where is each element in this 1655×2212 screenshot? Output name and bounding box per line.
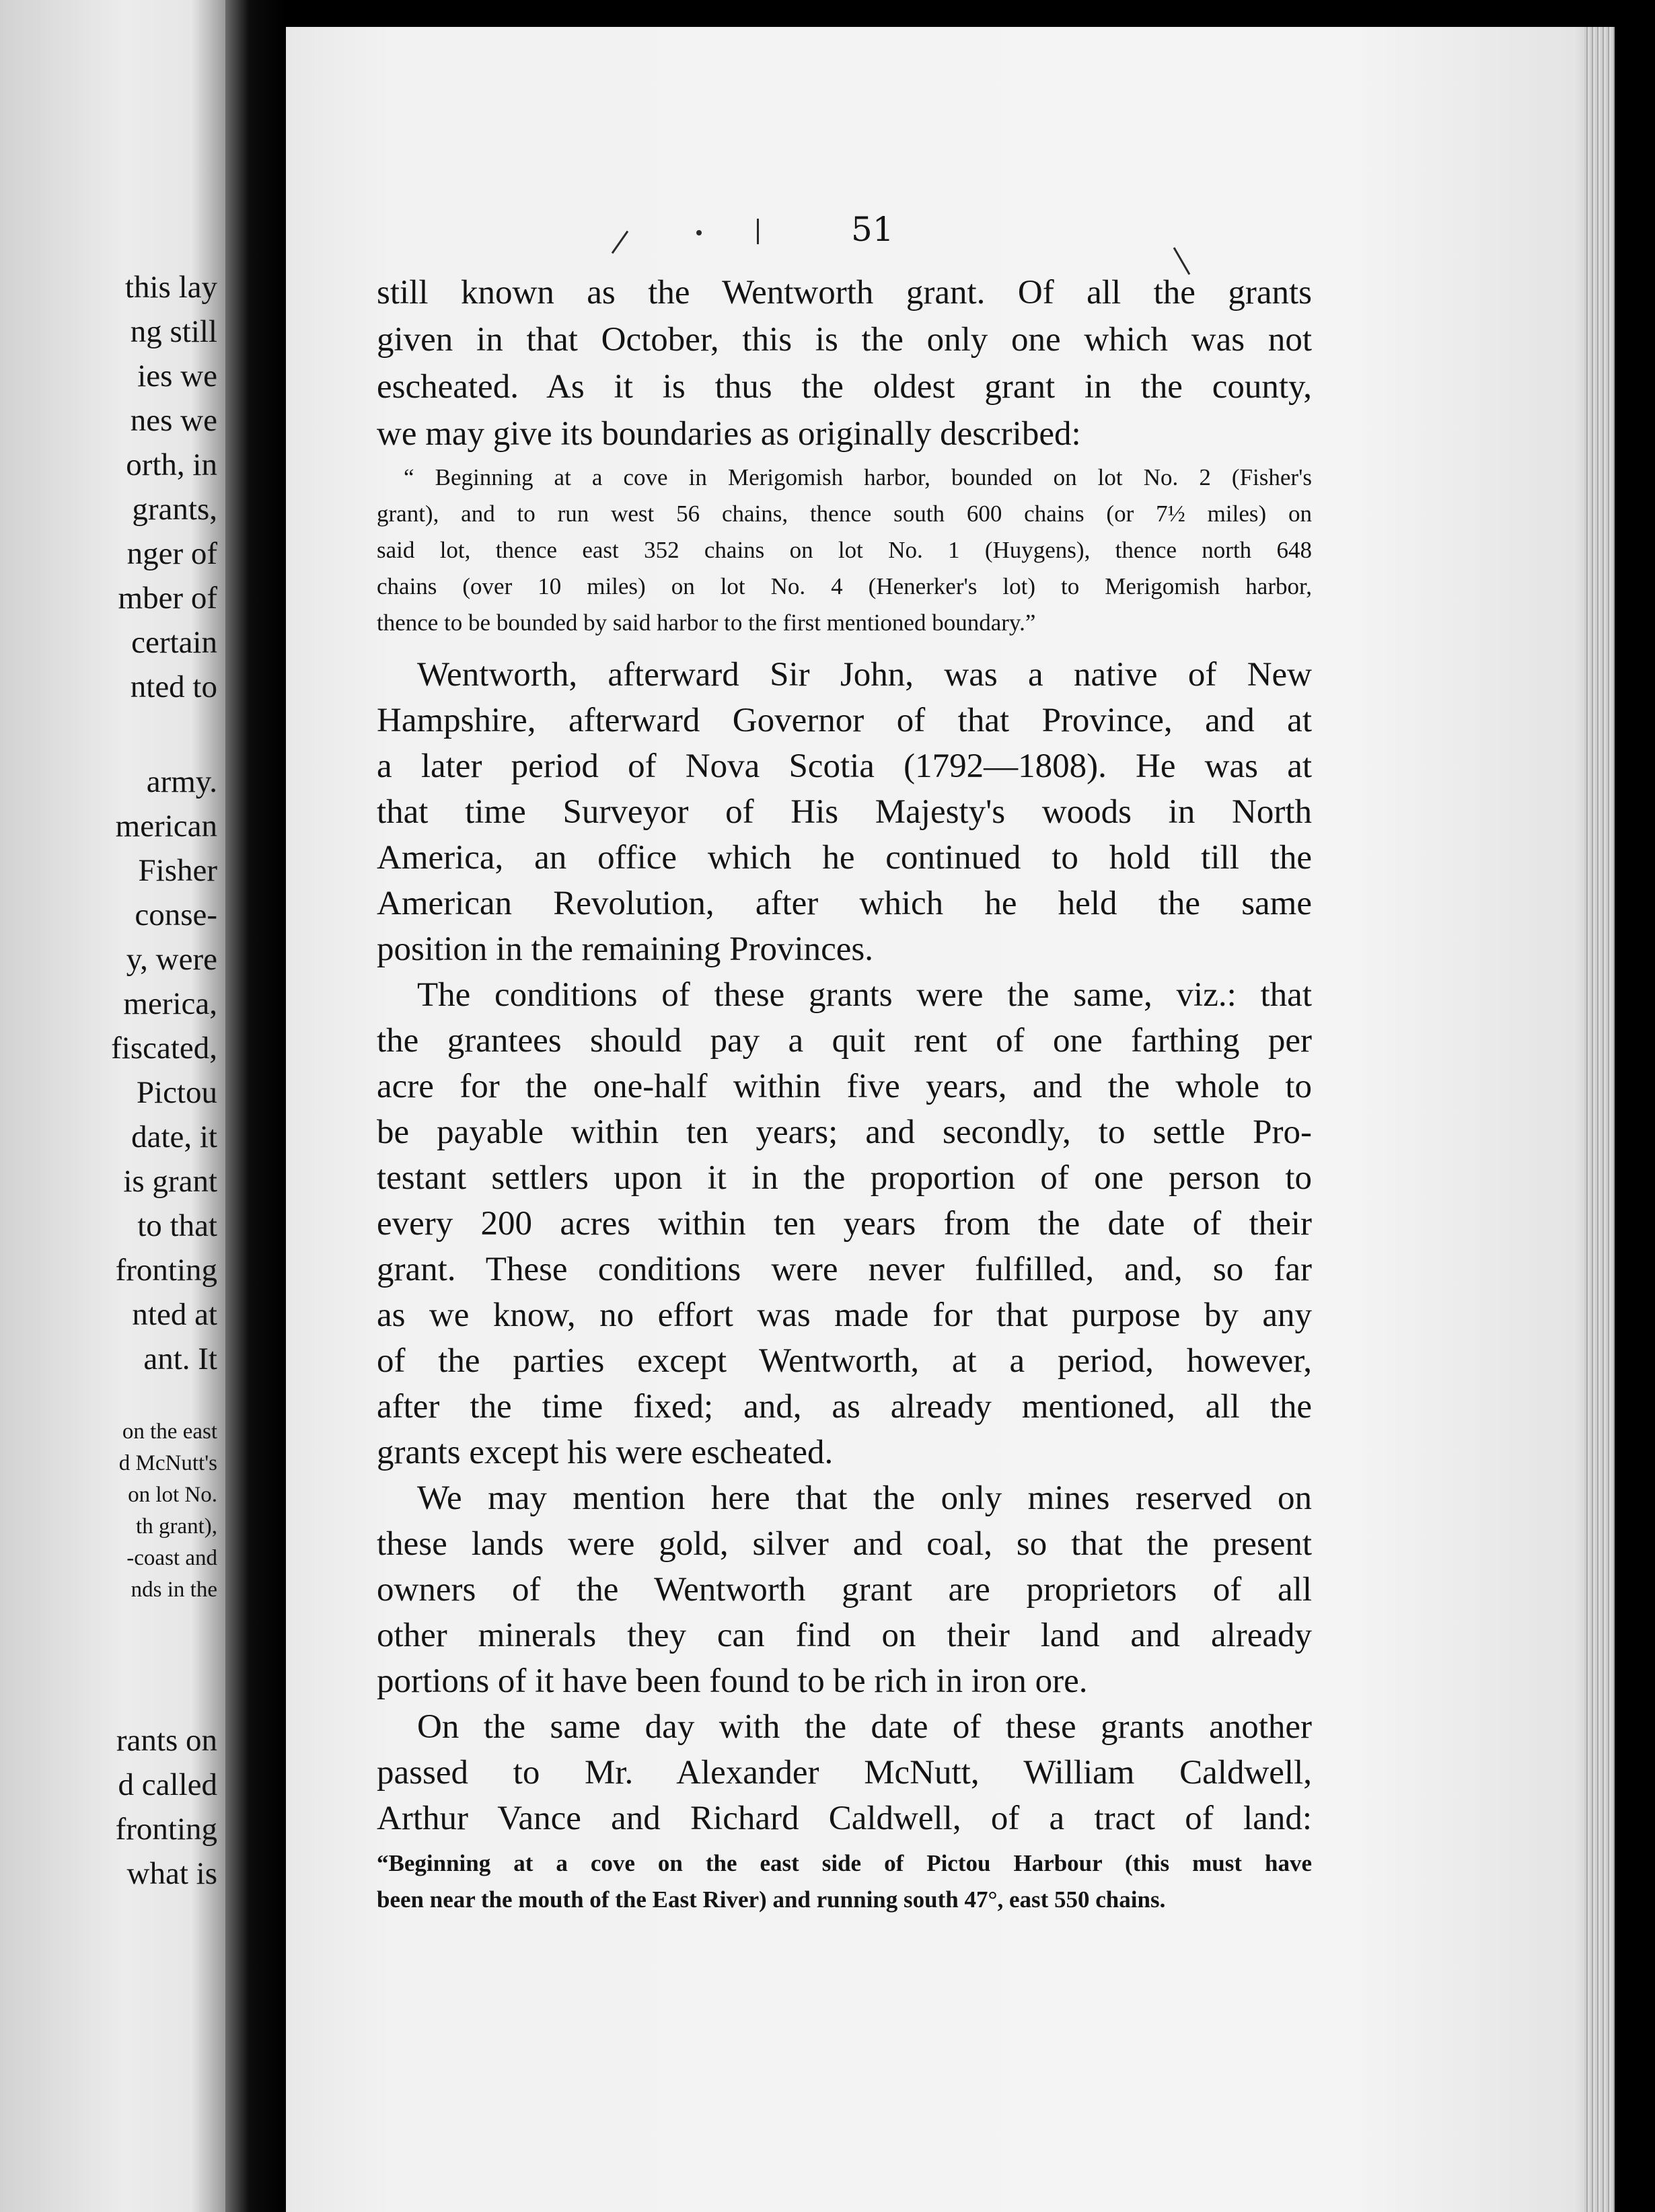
quote-line: thence to be bounded by said harbor to the first mentioned boundary.” bbox=[377, 610, 1036, 636]
left-note-line: on the east bbox=[122, 1420, 217, 1444]
text-line: still known as the Wentworth grant. Of all the grants bbox=[377, 274, 1312, 311]
text-line: a later period of Nova Scotia (1792—1808). He was at bbox=[377, 747, 1312, 785]
left-line: mber of bbox=[118, 581, 217, 616]
text-line: owners of the Wentworth grant are proprietors of all bbox=[377, 1571, 1312, 1609]
text-line: as we know, no effort was made for that purpose by any bbox=[377, 1296, 1312, 1334]
ink-speck bbox=[612, 231, 628, 254]
text-line: America, an office which he continued to hold till the bbox=[377, 839, 1312, 877]
left-line: grants, bbox=[132, 492, 217, 527]
text-line: other minerals they can find on their land and already bbox=[377, 1617, 1312, 1654]
text-line: American Revolution, after which he held the same bbox=[377, 885, 1312, 922]
text-line: acre for the one-half within five years, and the whole to bbox=[377, 1068, 1312, 1105]
left-line: y, were bbox=[126, 942, 217, 977]
left-line: conse- bbox=[135, 897, 217, 932]
left-line: Pictou bbox=[136, 1075, 217, 1110]
text-line: position in the remaining Provinces. bbox=[377, 930, 873, 968]
text-line: that time Surveyor of His Majesty's woods in North bbox=[377, 793, 1312, 831]
text-line: given in that October, this is the only one which was not bbox=[377, 321, 1312, 359]
quote-line: “Beginning at a cove on the east side of Pictou Harbour (this must have bbox=[377, 1850, 1312, 1876]
text-line: escheated. As it is thus the oldest grant in the county, bbox=[377, 368, 1312, 406]
left-line: army. bbox=[146, 764, 217, 799]
quote-line: chains (over 10 miles) on lot No. 4 (Henerker's lot) to Merigomish harbor, bbox=[377, 573, 1312, 599]
left-note-line: d McNutt's bbox=[118, 1451, 217, 1475]
text-line: On the same day with the date of these grants another bbox=[417, 1708, 1312, 1746]
left-line: orth, in bbox=[126, 447, 217, 482]
text-line: grant. These conditions were never fulfilled, and, so far bbox=[377, 1251, 1312, 1288]
left-line: merican bbox=[115, 809, 217, 844]
text-line: of the parties except Wentworth, at a period, however, bbox=[377, 1342, 1312, 1380]
right-page bbox=[286, 27, 1615, 2212]
text-line: testant settlers upon it in the proportion of one person to bbox=[377, 1159, 1312, 1197]
left-line: nes we bbox=[130, 403, 217, 438]
page-edge bbox=[1584, 27, 1615, 2212]
left-line: is grant bbox=[123, 1164, 217, 1199]
text-line: The conditions of these grants were the same, viz.: that bbox=[417, 976, 1312, 1014]
left-line: fiscated, bbox=[111, 1031, 217, 1066]
left-line: d called bbox=[118, 1767, 217, 1802]
left-line: ng still bbox=[130, 314, 217, 349]
left-line: what is bbox=[126, 1856, 217, 1891]
left-page-fragment bbox=[0, 0, 225, 2212]
text-line: be payable within ten years; and secondly, to settle Pro- bbox=[377, 1113, 1312, 1151]
text-line: every 200 acres within ten years from the date of their bbox=[377, 1205, 1312, 1243]
text-line: portions of it have been found to be rich in iron ore. bbox=[377, 1662, 1088, 1700]
text-line: passed to Mr. Alexander McNutt, William Caldwell, bbox=[377, 1754, 1312, 1792]
page-number: 51 bbox=[851, 210, 894, 249]
quote-line: been near the mouth of the East River) and running south 47°, east 550 chains. bbox=[377, 1886, 1166, 1913]
left-line: ant. It bbox=[143, 1341, 217, 1376]
text-line: after the time fixed; and, as already mentioned, all the bbox=[377, 1388, 1312, 1426]
left-note-line: on lot No. bbox=[128, 1483, 217, 1507]
text-line: Wentworth, afterward Sir John, was a native of New bbox=[417, 656, 1312, 694]
text-line: Hampshire, afterward Governor of that Province, and at bbox=[377, 702, 1312, 739]
left-note-line: -coast and bbox=[126, 1546, 217, 1570]
book-gutter bbox=[225, 0, 286, 2212]
ink-speck bbox=[757, 219, 759, 244]
left-line: fronting bbox=[115, 1253, 217, 1288]
left-line: certain bbox=[131, 625, 217, 660]
left-line: merica, bbox=[123, 986, 217, 1021]
left-line: this lay bbox=[124, 270, 217, 305]
left-line: ies we bbox=[137, 359, 217, 394]
text-line: Arthur Vance and Richard Caldwell, of a tract of land: bbox=[377, 1800, 1312, 1837]
quote-line: said lot, thence east 352 chains on lot No. 1 (Huygens), thence north 648 bbox=[377, 537, 1312, 563]
left-line: fronting bbox=[115, 1812, 217, 1847]
left-line: nted at bbox=[132, 1297, 217, 1332]
left-line: Fisher bbox=[138, 853, 217, 888]
left-line: nted to bbox=[130, 669, 217, 704]
quote-line: “ Beginning at a cove in Merigomish harbor, bounded on lot No. 2 (Fisher's bbox=[404, 464, 1312, 490]
text-line: We may mention here that the only mines reserved on bbox=[417, 1479, 1312, 1517]
left-line: to that bbox=[137, 1208, 217, 1243]
text-line: we may give its boundaries as originally described: bbox=[377, 415, 1081, 453]
text-line: the grantees should pay a quit rent of one farthing per bbox=[377, 1022, 1312, 1060]
ink-speck bbox=[696, 230, 702, 235]
text-line: grants except his were escheated. bbox=[377, 1434, 834, 1471]
left-line: date, it bbox=[131, 1119, 217, 1154]
left-line: rants on bbox=[116, 1723, 217, 1758]
left-note-line: nds in the bbox=[131, 1578, 217, 1602]
left-line: nger of bbox=[126, 536, 217, 571]
text-line: these lands were gold, silver and coal, so that the present bbox=[377, 1525, 1312, 1563]
left-note-line: th grant), bbox=[136, 1514, 217, 1539]
ink-speck bbox=[1173, 247, 1191, 274]
quote-line: grant), and to run west 56 chains, thence south 600 chains (or 7½ miles) on bbox=[377, 501, 1312, 527]
